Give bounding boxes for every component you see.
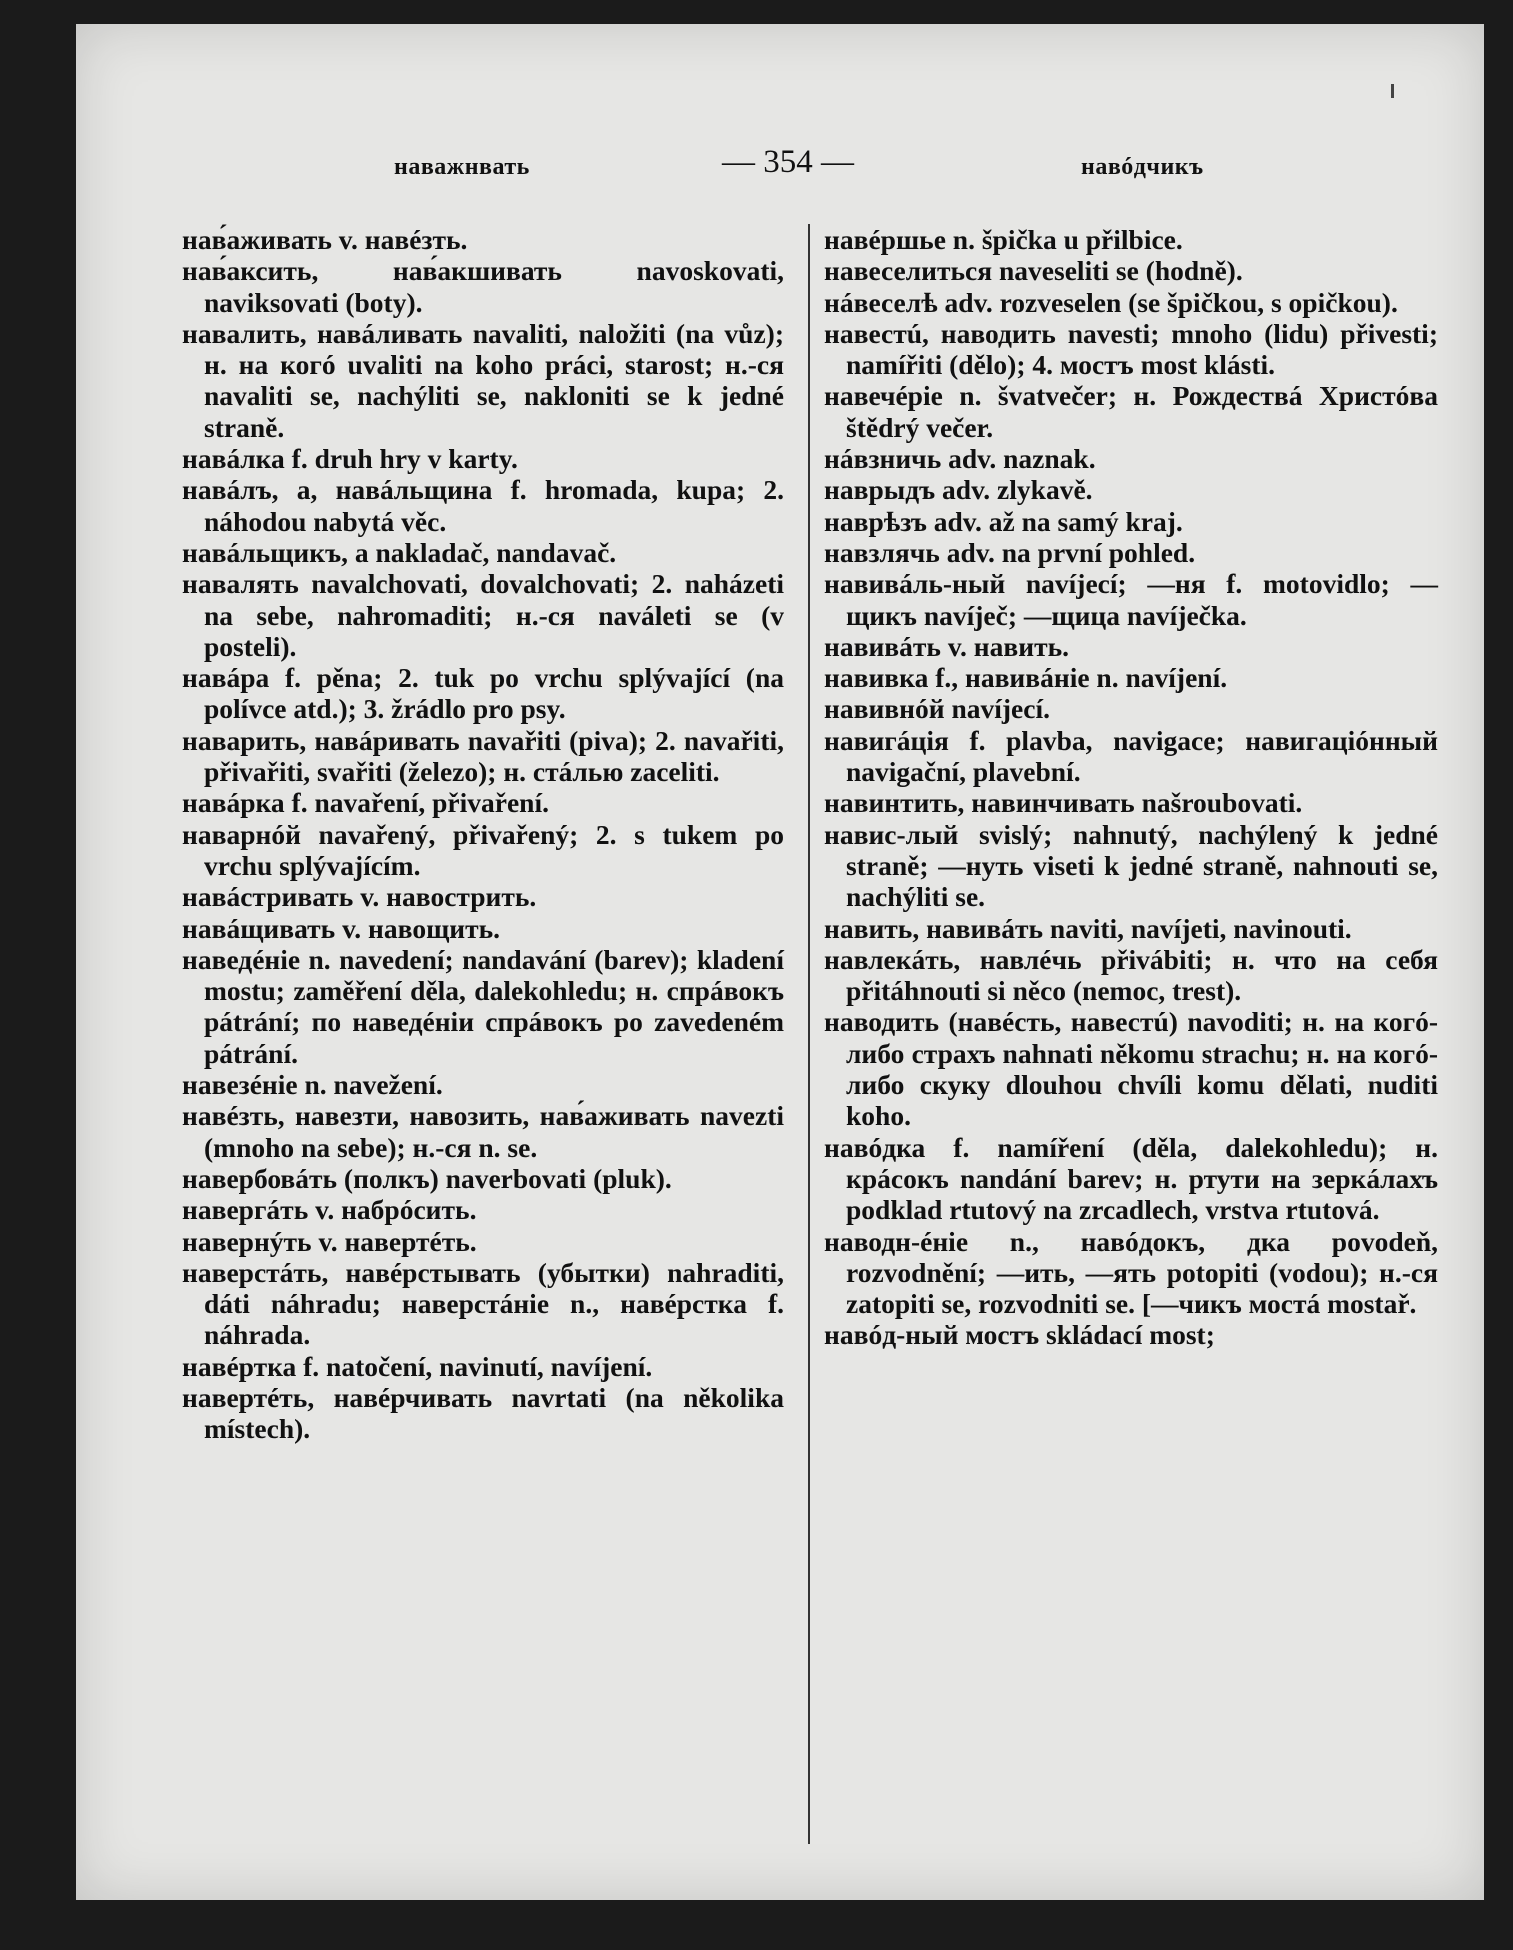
dictionary-entry: навáрка f. navaření, přivaření. [182, 787, 549, 819]
dictionary-entry: навербовáть (полкъ) naverbovati (pluk). [182, 1162, 672, 1194]
dictionary-entry: навóд-ный мостъ skládací most; [824, 1319, 1215, 1351]
dictionary-entry: навергáть v. набрóсить. [182, 1194, 477, 1226]
page-number: — 354 — [722, 144, 854, 180]
dictionary-entry: навлекáть, навлéчь přivábiti; н. что на себя přitáhnouti si něco (nemoc, trest). [824, 943, 1438, 1007]
dictionary-entry: наверстáть, навéрстывать (убытки) nahraditi, dáti náhradu; наверстáніе n., навéрстка f. náhrada. [182, 1256, 784, 1351]
dictionary-entry: наврыдъ adv. zlykavě. [824, 474, 1093, 506]
dictionary-entry: наведéніе n. navedení; nandavání (barev); kladení mostu; zaměření děla, dalekohledu; н. спрáвокъ pátrání; по наведéніи спрáвокъ po zavedeném pátrání. [182, 943, 784, 1069]
left-column [182, 224, 784, 1445]
dictionary-entry: наварнóй navařený, přivařený; 2. s tukem po vrchu splývajícím. [182, 818, 784, 881]
dictionary-entry: навивка f., навивáніе n. navíjení. [824, 662, 1228, 694]
dictionary-entry: навивáль-ный navíjecí; —ня f. motovidlo; —щикъ navíječ; —щица navíječka. [824, 568, 1438, 631]
dictionary-entry: навеселиться naveseliti se (hodně). [824, 255, 1243, 287]
dictionary-entry: навалять navalchovati, dovalchovati; 2. naházeti na sebe, nahromaditi; н.-ся naváleti se (v posteli). [182, 568, 784, 662]
dictionary-entry: навзлячь adv. na první pohled. [824, 536, 1196, 568]
dictionary-entry: навáлъ, а, навáльщина f. hromada, kupa; 2. náhodou nabytá věc. [182, 474, 784, 537]
dictionary-entry: навáра f. pěna; 2. tuk po vrchu splývající (na polívce atd.); 3. žrádlo pro psy. [182, 662, 784, 725]
page-header [76, 144, 1484, 194]
dictionary-entry: навестú, наводить navesti; mnoho (lidu) přivesti; namířiti (dělo); 4. мостъ most klásti. [824, 317, 1438, 381]
dictionary-entry: навóдка f. namíření (děla, dalekohledu); н. крáсокъ nandání barev; н. ртути на зеркáлахъ podklad rtutový na zrcadlech, vrstva rtutová. [824, 1131, 1438, 1226]
dictionary-entry: навéршье n. špička u přilbice. [824, 224, 1183, 255]
dictionary-entry: наврѣзъ adv. až na samý kraj. [824, 505, 1183, 537]
dictionary-entry: навинтить, навинчивать našroubovati. [824, 787, 1303, 819]
dictionary-entry: наварить, навáривать navařiti (piva); 2. navařiti, přivařiti, svařiti (železo); н. стáлью zaceliti. [182, 724, 784, 788]
dictionary-page [76, 24, 1484, 1900]
dictionary-entry: навалить, навáливать navaliti, naložiti (na vůz); н. на когó uvaliti na koho práci, starost; н.-ся navaliti se, nachýliti se, nakloniti se k jedné straně. [182, 317, 784, 443]
dictionary-entry: навáлка f. druh hry v karty. [182, 443, 518, 475]
dictionary-entry: навáльщикъ, а nakladač, nandavač. [182, 536, 617, 568]
dictionary-entry: навис-лый svislý; nahnutý, nachýlený k jedné straně; —нуть viseti k jedné straně, nahnouti se, nachýliti se. [824, 818, 1438, 913]
dictionary-entry: наводн-éніе n., навóдокъ, дка povodeň, rozvodnění; —ить, —ять potopiti (vodou); н.-ся zatopiti se, rozvodniti se. [—чикъ мостá mostař. [824, 1225, 1438, 1320]
dictionary-entry: навéзть, навезти, навозить, нав́аживать navezti (mnoho na sebe); н.-ся n. se. [182, 1100, 784, 1163]
scan-speck [1391, 84, 1394, 98]
dictionary-entry: навить, навивáть naviti, navíjeti, navinouti. [824, 912, 1352, 944]
header-right-guide-word: навóдчикъ [1081, 154, 1204, 180]
right-column [824, 224, 1438, 1351]
dictionary-entry: нав́аживать v. навéзть. [182, 224, 468, 255]
dictionary-entry: навивнóй navíjecí. [824, 693, 1050, 725]
dictionary-entry: навивáть v. навить. [824, 630, 1070, 662]
dictionary-entry: навéртка f. natočení, navinutí, navíjení. [182, 1350, 653, 1382]
dictionary-entry: нáвзничь adv. naznak. [824, 443, 1096, 475]
dictionary-entry: навáщивать v. навощить. [182, 912, 501, 944]
dictionary-entry: навáстривать v. навострить. [182, 881, 537, 913]
column-divider [808, 224, 810, 1844]
dictionary-entry: навернýть v. навертéть. [182, 1225, 477, 1257]
dictionary-entry: навечéріе n. švatvečer; н. Рождествá Христóва štědrý večer. [824, 380, 1438, 443]
dictionary-entry: навертéть, навéрчивать navrtati (na několika místech). [182, 1381, 784, 1445]
dictionary-entry: нав́аксить, нав́акшивать navoskovati, naviksovati (boty). [182, 255, 784, 318]
dictionary-entry: нáвеселѣ adv. rozveselen (se špičkou, s opičkou). [824, 286, 1398, 318]
header-left-guide-word: наважнвать [394, 154, 530, 180]
dictionary-entry: навигáція f. plavba, navigace; навигаціóнный navigační, plavební. [824, 724, 1438, 788]
dictionary-entry: наводить (навéсть, навестú) navoditi; н. на когó-либо страхъ nahnati někomu strachu; н. на когó-либо скуку dlouhou chvíli komu dělati, nuditi koho. [824, 1006, 1438, 1132]
dictionary-entry: навезéніе n. navežení. [182, 1069, 443, 1101]
